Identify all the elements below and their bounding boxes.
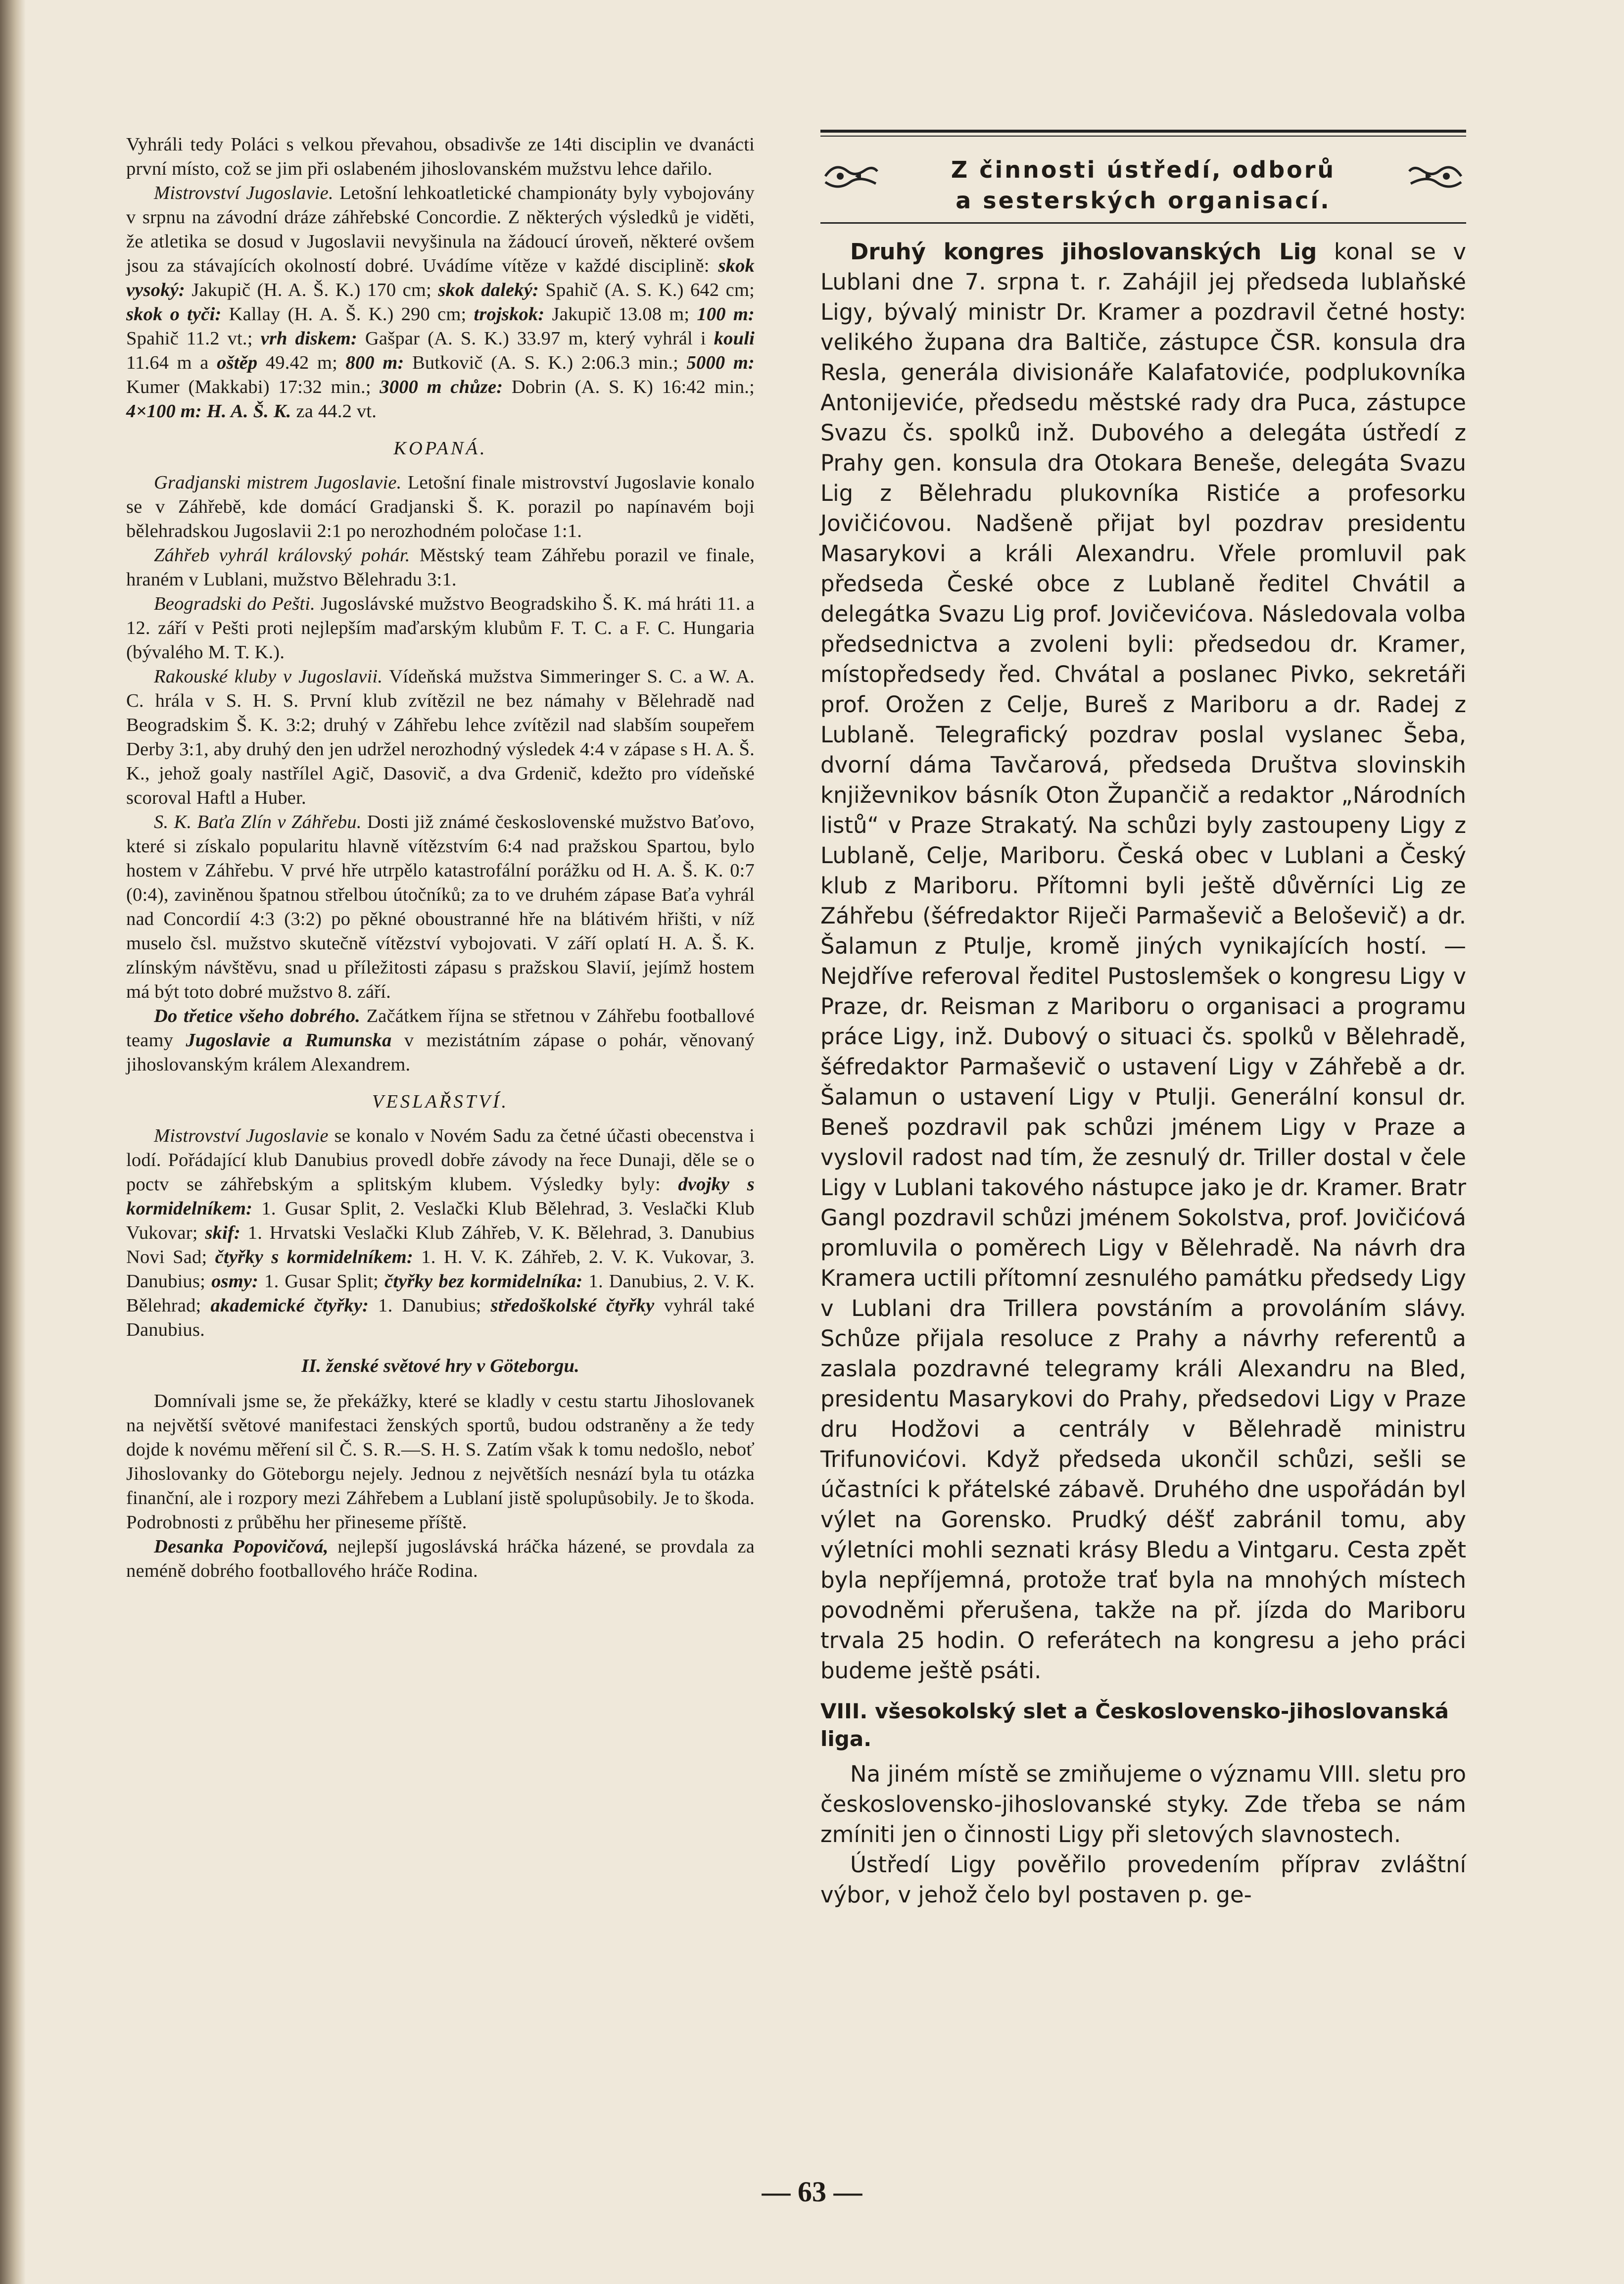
right-article: [820, 237, 1466, 1910]
paragraph: Desanka Popovičová, nejlepší jugoslávská hráčka házené, se provdala za neméně dobrého footballového hráče Rodina.: [126, 1536, 755, 1581]
subheading-slet: VIII. všesokolský slet a Československo-jihoslovanská liga.: [820, 1699, 1449, 1751]
section-heading-kopana: KOPANÁ.: [393, 438, 487, 459]
paragraph: Vyhráli tedy Poláci s velkou převahou, obsadivše ze 14ti disciplin ve dvanácti první místo, což se jim při oslabeném jihoslovanském mužstvu lehce dařilo.: [126, 134, 755, 179]
paragraph: Beogradski do Pešti. Jugoslávské mužstvo Beogradskiho Š. K. má hráti 11. a 12. září v Pešti proti nejlepším maďarským klubům F. T. C. a F. C. Hungaria (bývalého M. T. K.).: [126, 593, 755, 663]
paragraph: Mistrovství Jugoslavie se konalo v Novém Sadu za četné účasti obecenstva i lodí. Pořádající klub Danubius provedl dobře závody na řece Dunaji, děle se o poctv se záhřebským a splitským klubem. Výsledky byly: dvojky s kormidelníkem: 1. Gusar Split, 2. Veslački Klub Bělehrad, 3. Veslački Klub Vukovar; skif: 1. Hrvatski Veslački Klub Záhřeb, V. K. Bělehrad, 3. Danubius Novi Sad; čtyřky s kormidelníkem: 1. H. V. K. Záhřeb, 2. V. K. Vukovar, 3. Danubius; osmy: 1. Gusar Split; čtyřky bez kormidelníka: 1. Danubius, 2. V. K. Bělehrad; akademické čtyřky: 1. Danubius; středoškolské čtyřky vyhrál také Danubius.: [126, 1125, 755, 1340]
paragraph: Rakouské kluby v Jugoslavii. Vídeňská mužstva Simmeringer S. C. a W. A. C. hrála v S. H. S. První klub zvítězil ne bez námahy v Bělehradě nad Beogradskim Š. K. 3:2; druhý v Záhřebu lehce zvítězil nad slabším soupeřem Derby 3:1, aby druhý den jen udržel nerozhodný výsledek 4:4 v zápase s H. A. Š. K., jehož goaly nastřílel Agič, Dasovič, a dva Grdenič, kdežto pro vídeňské scoroval Haftl a Huber.: [126, 666, 755, 808]
page-number: — 63 —: [762, 2176, 862, 2208]
paragraph: Záhřeb vyhrál královský pohár. Městský team Záhřebu porazil ve finale, hraném v Lublani, mužstvo Bělehradu 3:1.: [126, 545, 755, 590]
top-rule: [820, 130, 1466, 133]
paragraph: Do třetice všeho dobrého. Začátkem října se střetnou v Záhřebu footballové teamy Jugoslavie a Rumunska v mezistátním zápase o pohár, věnovaný jihoslovanským králem Alexandrem.: [126, 1006, 755, 1075]
ornament-left-icon: [820, 156, 880, 196]
right-column: [820, 130, 1466, 1910]
section-heading-veslarstvi: VESLAŘSTVÍ.: [372, 1091, 509, 1112]
paragraph: S. K. Baťa Zlín v Záhřebu. Dosti již známé československé mužstvo Baťovo, které si získalo popularitu hlavně vítězstvím 6:4 nad pražskou Spartou, bylo hostem v Záhřebu. V prvé hře utrpělo katastrofální porážku od H. A. Š. K. 0:7 (0:4), zaviněnou špatnou střelbou útočníků; za to ve druhém zápase Baťa vyhrál nad Concordií 4:3 (3:2) po pěkné oboustranné hře na blátivém hřišti, v níž muselo čsl. mužstvo skutečně vítězství vybojovati. V září oplatí H. A. Š. K. zlínským návštěvu, snad u příležitosti zápasu s pražskou Slavií, jejímž hostem má být toto dobré mužstvo 8. září.: [126, 812, 755, 1002]
paragraph: Ústředí Ligy pověřilo provedením příprav zvláštní výbor, v jehož čelo byl postaven p. ge-: [820, 1851, 1466, 1908]
page-binding-edge: [0, 0, 26, 2284]
section-header: [820, 144, 1466, 228]
top-rule-thin: [820, 136, 1466, 137]
paragraph: Gradjanski mistrem Jugoslavie. Letošní finale mistrovství Jugoslavie konalo se v Záhřebě, kde domácí Gradjanski Š. K. porazil po napínavém boji bělehradskou Jugoslavii 2:1 po nerozhodném poločase 1:1.: [126, 472, 755, 541]
ornament-right-icon: [1407, 156, 1466, 196]
paragraph: Na jiném místě se zmiňujeme o významu VIII. sletu pro československo-jihoslovanské styky. Zde třeba se nám zmíniti jen o činnosti Ligy při sletových slavnostech.: [820, 1761, 1466, 1847]
section-header-title: Z činnosti ústředí, odborů a sesterských organisací.: [951, 156, 1336, 214]
header-bottom-rule: [820, 222, 1466, 224]
paragraph: Domnívali jsme se, že překážky, které se kladly v cestu startu Jihoslovanek na největší světové manifestaci ženských sportů, budou odstraněny a že tedy dojde k novému měření sil Č. S. R.—S. H. S. Zatím však k tomu nedošlo, neboť Jihoslovanky do Göteborgu nejely. Jednou z největších nesnází byla tu otázka finanční, ale i rozpory mezi Záhřebem a Lublaní jistě spolupůsobily. Je to škoda. Podrobnosti z průběhu her přineseme příště.: [126, 1391, 755, 1533]
left-column: [126, 133, 755, 1583]
paragraph-mistrovstvi: Mistrovství Jugoslavie. Letošní lehkoatletické championáty byly vybojovány v srpnu na závodní dráze záhřebské Concordie. Z některých výsledků je viděti, že atletika se dosud v Jugoslavii nevyšinula na žádoucí úroveň, některé ovšem jsou za stávajících okolností dobré. Uvádíme vítěze v každé disciplině: skok vysoký: Jakupič (H. A. Š. K.) 170 cm; skok daleký: Spahič (A. S. K.) 642 cm; skok o tyči: Kallay (H. A. Š. K.) 290 cm; trojskok: Jakupič 13.08 m; 100 m: Spahič 11.2 vt.; vrh diskem: Gašpar (A. S. K.) 33.97 m, který vyhrál i kouli 11.64 m a oštěp 49.42 m; 800 m: Butkovič (A. S. K.) 2:06.3 min.; 5000 m: Kumer (Makkabi) 17:32 min.; 3000 m chůze: Dobrin (A. S. K) 16:42 min.; 4×100 m: H. A. Š. K. za 44.2 vt.: [126, 183, 755, 422]
section-heading-zenske-hry: II. ženské světové hry v Göteborgu.: [301, 1356, 579, 1376]
paragraph-kongres: Druhý kongres jihoslovanských Lig konal se v Lublani dne 7. srpna t. r. Zahájil jej předseda lublaňské Ligy, bývalý ministr Dr. Kramer a pozdravil četné hosty: velikého župana dra Baltiče, zástupce ČSR. konsula dra Resla, generála divisionáře Kalafatoviće, podplukovníka Antonijeviće, předsedu městské rady dra Puca, zástupce Svazu čs. spolků inž. Dubového a delegáta ústředí z Prahy gen. konsula dra Otokara Beneše, delegáta Svazu Lig z Bělehradu plukovníka Ristiće a profesorku Jovičićovou. Nadšeně přijat byl pozdrav presidentu Masarykovi a králi Alexandru. Vřele promluvil pak předseda České obce z Lublaně ředitel Chvátil a delegátka Svazu Lig prof. Jovičevićova. Následovala volba předsednictva a zvoleni byli: předsedou dr. Kramer, místopředsedy řed. Chvátal a poslanec Pivko, sekretáři prof. Orožen z Celje, Bureš z Mariboru a dr. Radej z Lublaně. Telegrafický pozdrav poslal vyslanec Šeba, dvorní dáma Tavčarová, předseda Društva slovinskih književnikov básník Oton Župančič a redaktor „Národních listů“ v Praze Strakatý. Na schůzi byly zastoupeny Ligy z Lublaně, Celje, Mariboru. Česká obec v Lublani a Český klub z Mariboru. Přítomni byli ještě důvěrníci Lig ze Záhřebu (šéfredaktor Riječi Parmaševič a Beloševič) a dr. Šalamun z Ptulje, kromě jiných vynikajících hostí. — Nejdříve referoval ředitel Pustoslemšek o kongresu Ligy v Praze, dr. Reisman z Mariboru o organisaci a programu práce Ligy, inž. Dubový o situaci čs. spolků v Bělehradě, šéfredaktor Parmaševič o ustavení Ligy v Záhřebě a dr. Šalamun o ustavení Ligy v Ptulji. Generální konsul dr. Beneš pozdravil pak schůzi jménem Ligy v Praze a vyslovil radost nad tím, že zesnulý dr. Triller dostal v čele Ligy v Lublani takového nástupce jako je dr. Kramer. Bratr Gangl pozdravil schůzi jménem Sokolstva, prof. Jovičićová promluvila o poměrech Ligy v Bělehradě. Na návrh dra Kramera uctili přítomní zesnulého památku předsedy Ligy v Lublani dra Trillera povstáním a provoláním slávy. Schůze přijala resoluce z Prahy a návrhy referentů a zaslala pozdravné telegramy králi Alexandru na Bled, presidentu Masarykovi do Prahy, předsedovi Ligy v Praze dru Hodžovi a centrály v Bělehradě ministru Trifunovićovi. Když předseda ukončil schůzi, sešli se účastníci k přátelské zábavě. Druhého dne uspořádán byl výlet na Gorensko. Prudký déšť zabránil tomu, aby výletníci mohli seznati krásy Bledu a Vintgaru. Cesta zpět byla nepříjemná, protože trať byla na mnohých místech povodněmi přerušena, takže na př. jízda do Mariboru trvala 25 hodin. O referátech na kongresu a jeho práci budeme ještě psáti.: [820, 239, 1467, 1684]
